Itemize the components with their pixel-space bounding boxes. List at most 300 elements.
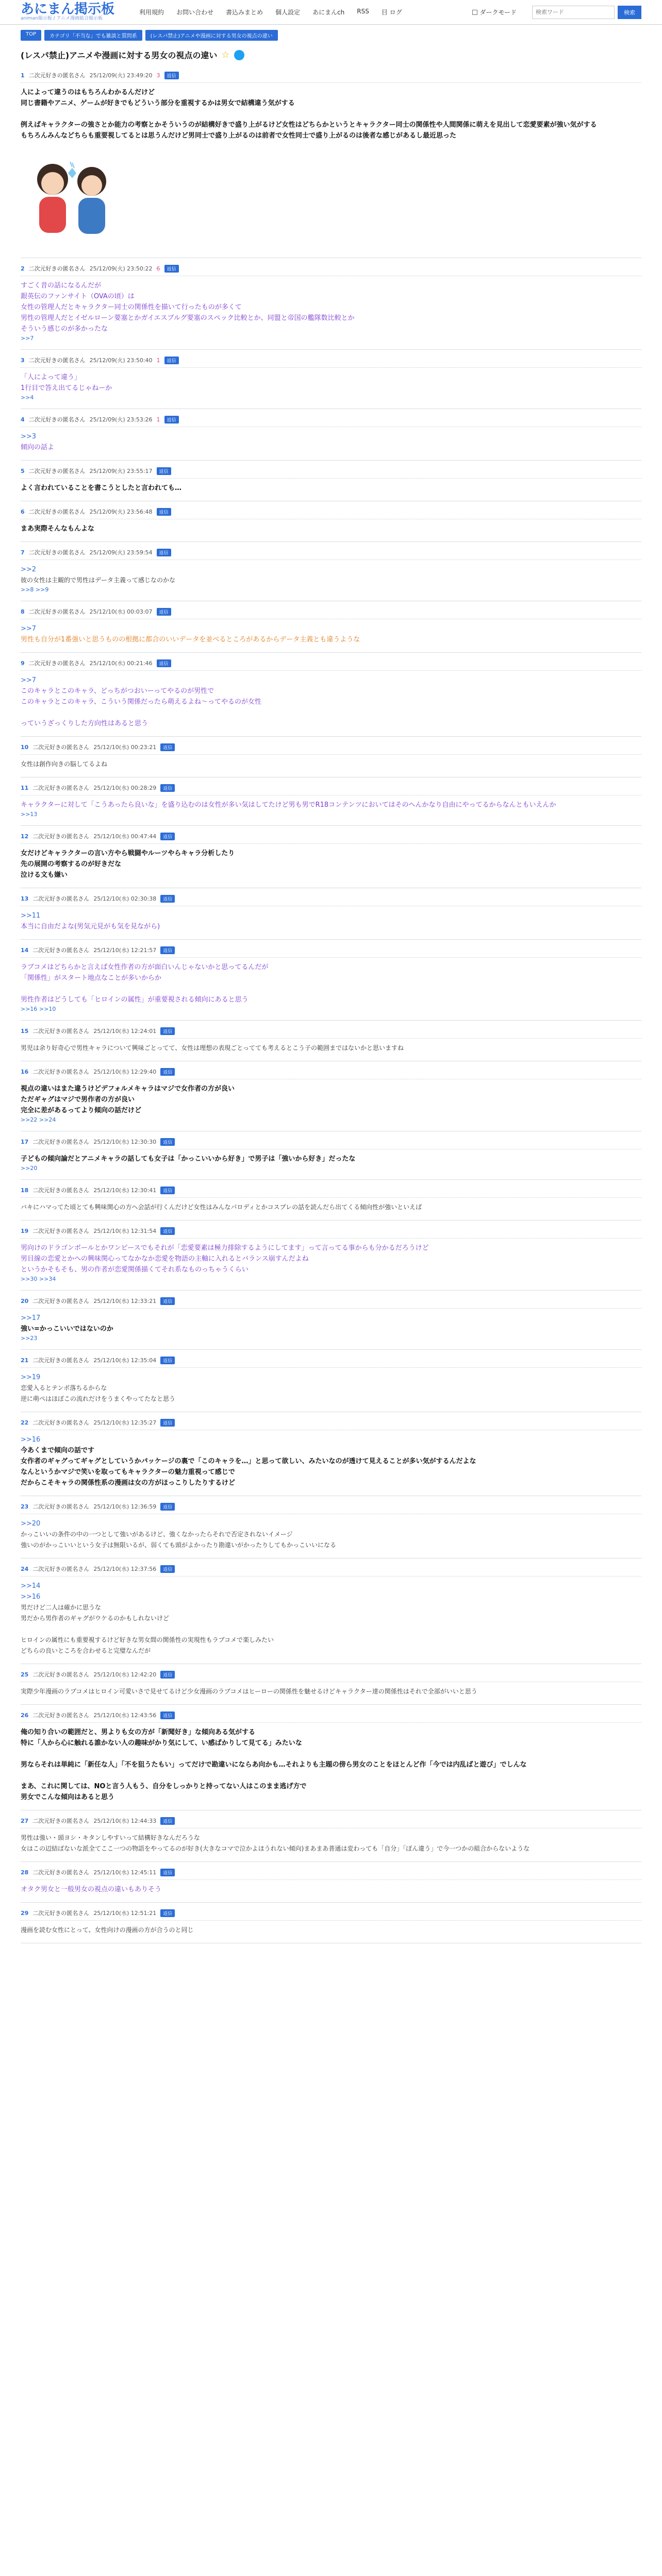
post-line: 完全に差があるってより傾向の話だけど <box>21 1107 142 1114</box>
reply-button[interactable]: 返信 <box>164 72 179 79</box>
post-date: 25/12/10(水) 02:30:38 <box>93 895 157 902</box>
post-number[interactable]: 14 <box>21 946 29 954</box>
post-body <box>21 564 641 586</box>
top-nav <box>139 8 462 16</box>
reply-button[interactable]: 返信 <box>160 1909 175 1917</box>
post-line: 本当に自由だよな(男気元見がも気を見ながら) <box>21 923 160 930</box>
post-number[interactable]: 19 <box>21 1227 29 1234</box>
reply-button[interactable]: 返信 <box>157 659 171 667</box>
post-body <box>21 1372 641 1404</box>
post-meta <box>21 1670 641 1682</box>
post-date: 25/12/10(水) 00:21:46 <box>89 660 153 667</box>
nav-matome[interactable]: 書込みまとめ <box>226 9 263 16</box>
post-line: というかそもそも、男の作者が恋愛関係描くてそれ系なものっちゃうくらい <box>21 1266 249 1274</box>
post-number[interactable]: 27 <box>21 1817 29 1824</box>
post-body <box>21 1727 641 1803</box>
post-body <box>21 372 641 394</box>
post-number[interactable]: 22 <box>21 1419 29 1426</box>
post-body <box>21 1884 641 1895</box>
post-line: オタク男女と一般男女の視点の違いもありそう <box>21 1886 162 1893</box>
post-line: 特に「人から心に触れる誰かない人の趣味がかり気にして、い感ばかりして見てる」みたいな <box>21 1739 302 1747</box>
post-number[interactable]: 18 <box>21 1187 29 1194</box>
post-number[interactable]: 29 <box>21 1909 29 1917</box>
reply-anchor[interactable]: >>7 <box>21 625 37 633</box>
post-line: 男性は強い・頭ヨシ・キタンしやすいって結構好きなんだろうな <box>21 1834 200 1841</box>
poster-name: 二次元好きの匿名さん <box>32 1818 90 1824</box>
post-number[interactable]: 3 <box>21 357 25 364</box>
post <box>21 461 641 501</box>
post <box>21 1810 641 1862</box>
post-line: 今あくまで傾向の話です <box>21 1447 95 1454</box>
post-line: もちろんみんなどちらも重要視してるとは思うんだけど男同士で盛り上がるのは前者で女性同士で盛り上がるのは後者な感じがあるし最近思った <box>21 132 457 140</box>
poster-name: 二次元好きの匿名さん <box>32 1671 90 1678</box>
post-line: 先の展開の考察するのが好きだな <box>21 860 122 868</box>
post-line: ラブコメはどちらかと言えば女性作者の方が面白いんじゃないかと思ってるんだが <box>21 963 269 971</box>
reply-button[interactable]: 返信 <box>164 357 179 364</box>
reply-button[interactable]: 返信 <box>160 1227 175 1235</box>
reply-links[interactable]: >>20 <box>21 1165 38 1172</box>
nav-settings[interactable]: 個人設定 <box>275 9 301 16</box>
reply-button[interactable]: 返信 <box>160 1357 175 1364</box>
good-count[interactable]: 6 <box>156 265 160 272</box>
post <box>21 1021 641 1061</box>
post-line: だからこそキャラの関係性系の漫画は女の方がほっこりしたりするけど <box>21 1479 236 1487</box>
nav-animanch[interactable]: あにまんch <box>312 9 345 16</box>
post-line: 1行目で答え出てるじゃねーか <box>21 384 112 392</box>
reply-anchor[interactable]: >>7 <box>21 676 37 684</box>
post-line: 傾向の話よ <box>21 444 55 451</box>
post-line: 男目線の恋愛とかへの興味関心ってなかなか恋愛を物語の主軸に入れるとバランス崩すんだよね <box>21 1255 309 1263</box>
post-number[interactable]: 21 <box>21 1357 29 1364</box>
reply-links[interactable]: >>4 <box>21 394 34 401</box>
post-meta <box>21 1502 641 1514</box>
post-line <box>21 1770 641 1781</box>
post-date: 25/12/10(水) 00:47:44 <box>93 833 157 840</box>
poster-name: 二次元好きの匿名さん <box>32 1028 90 1035</box>
post-meta <box>21 71 641 83</box>
reply-button[interactable]: 返信 <box>160 1671 175 1679</box>
post <box>21 350 641 409</box>
reply-button[interactable]: 返信 <box>157 467 171 475</box>
post-line <box>21 707 641 718</box>
reply-anchor[interactable]: >>17 <box>21 1314 41 1322</box>
poster-name: 二次元好きの匿名さん <box>28 357 86 364</box>
poster-name: 二次元好きの匿名さん <box>32 1869 90 1876</box>
post-body <box>21 483 641 494</box>
post <box>21 888 641 940</box>
post-line <box>21 109 641 120</box>
post-meta <box>21 1711 641 1723</box>
post-date: 25/12/10(水) 12:37:56 <box>93 1566 157 1572</box>
poster-name: 二次元好きの匿名さん <box>32 1357 90 1364</box>
post-line: 男性作者はどうしても「ヒロインの属性」が重要視される傾向にあると思う <box>21 996 249 1004</box>
poster-name: 二次元好きの匿名さん <box>32 1503 90 1510</box>
nav-terms[interactable]: 利用規約 <box>139 9 164 16</box>
post-line: ヒロインの属性にも重要視するけど好きな男女間の関係性の実現性もラブコメで楽しみたい <box>21 1636 274 1643</box>
reply-button[interactable]: 返信 <box>160 1711 175 1719</box>
post <box>21 826 641 888</box>
breadcrumb-thread[interactable]: (レスパ禁止)アニメや漫画に対する男女の視点の違い <box>145 30 278 41</box>
post <box>21 1061 641 1131</box>
post-line: 漫画を読む女性にとって、女性向けの漫画の方が合うのと同じ <box>21 1926 194 1934</box>
post <box>21 1558 641 1664</box>
post <box>21 1705 641 1810</box>
logo-sub: animan掲示板 / アニメ漫画総合掲示板 <box>21 16 103 21</box>
post-line: どちらの良いところを合わせると完璧なんだが <box>21 1647 151 1654</box>
post <box>21 1180 641 1221</box>
reply-button[interactable]: 返信 <box>160 1817 175 1825</box>
post <box>21 542 641 601</box>
post-meta <box>21 1027 641 1039</box>
post-line <box>21 984 641 994</box>
twitter-icon[interactable] <box>234 50 244 60</box>
post <box>21 501 641 542</box>
post-line: 恋愛入るとテンポ落ちるからな <box>21 1384 107 1392</box>
post-meta <box>21 1909 641 1921</box>
reply-button[interactable]: 返信 <box>157 508 171 516</box>
reply-links[interactable]: >>13 <box>21 811 38 818</box>
reply-button[interactable]: 返信 <box>160 1869 175 1876</box>
post-body <box>21 1202 641 1213</box>
post-line: 女性の管理人だとキャラクター同士の関係性を描いて行ったものが多くて <box>21 303 242 311</box>
post-number[interactable]: 26 <box>21 1711 29 1719</box>
post-line: そういう感じのが多かったな <box>21 325 108 333</box>
post-line: 「関係性」がスタート地点なことが多いからか <box>21 974 162 982</box>
reply-button[interactable]: 返信 <box>160 1068 175 1076</box>
post-line <box>21 1749 641 1759</box>
post-meta <box>21 356 641 368</box>
post <box>21 1903 641 1943</box>
post-body <box>21 1518 641 1551</box>
post-line: まあ実際そんなもんよな <box>21 525 95 533</box>
post-meta <box>21 1868 641 1880</box>
breadcrumb <box>0 25 662 46</box>
reply-button[interactable]: 返信 <box>164 416 179 423</box>
logo-text[interactable]: あにまん掲示板 <box>21 2 115 17</box>
reply-anchor[interactable]: >>14 <box>21 1582 41 1590</box>
poster-name: 二次元好きの匿名さん <box>32 1419 90 1426</box>
reply-button[interactable]: 返信 <box>160 1297 175 1305</box>
post-meta <box>21 659 641 671</box>
post-image[interactable] <box>21 147 124 250</box>
reply-button[interactable]: 返信 <box>160 1138 175 1146</box>
post-line: 強い=かっこいいではないのか <box>21 1325 113 1333</box>
breadcrumb-category[interactable]: カテゴリ「不当な」でも雑談と質問系 <box>44 30 142 41</box>
post-meta <box>21 894 641 906</box>
poster-name: 二次元好きの匿名さん <box>32 833 90 840</box>
post-line: 女だけどキャラクターの言い方やら戦闘やルーツやらキャラ分析したり <box>21 850 235 857</box>
post-line: 男性も自分が1番強いと思うものの根拠に都合のいいデータを並べるところがあるからデータ主義とも違うような <box>21 636 360 643</box>
search-button[interactable]: 検索 <box>618 6 641 19</box>
post-date: 25/12/10(水) 00:03:07 <box>89 608 153 615</box>
post <box>21 65 641 258</box>
post-body <box>21 1313 641 1334</box>
reply-anchor[interactable]: >>2 <box>21 566 37 573</box>
post <box>21 258 641 350</box>
reply-links[interactable]: >>30 >>34 <box>21 1276 56 1282</box>
post-number[interactable]: 20 <box>21 1297 29 1304</box>
post <box>21 737 641 777</box>
poster-name: 二次元好きの匿名さん <box>28 72 86 79</box>
post-line: バキにハマってた頃とても興味関心の方へ会話が行くんだけど女性はみんなパロディとかコスプレの話を読んだら出てくる傾向性が強いといえば <box>21 1204 422 1211</box>
post-date: 25/12/10(水) 12:21:57 <box>93 947 157 954</box>
poster-name: 二次元好きの匿名さん <box>28 608 86 615</box>
poster-name: 二次元好きの匿名さん <box>28 549 86 556</box>
post-number[interactable]: 6 <box>21 508 25 515</box>
page-title: (レスパ禁止)アニメや漫画に対する男女の視点の違い <box>21 50 218 60</box>
reply-links[interactable]: >>7 <box>21 335 34 342</box>
post-line: 逆に萌ぺはほぼこの流れだけをうまくやってたなと思う <box>21 1395 176 1402</box>
post-date: 25/12/10(水) 12:44:33 <box>93 1818 157 1824</box>
site-header <box>0 0 662 25</box>
post-number[interactable]: 28 <box>21 1869 29 1876</box>
reply-button[interactable]: 返信 <box>157 608 171 616</box>
post <box>21 1664 641 1705</box>
reply-button[interactable]: 返信 <box>160 1503 175 1511</box>
good-count[interactable]: 3 <box>156 72 160 79</box>
poster-name: 二次元好きの匿名さん <box>28 416 86 423</box>
dark-mode-toggle[interactable] <box>472 8 517 16</box>
dark-mode-label: ダークモード <box>479 9 517 16</box>
post-date: 25/12/09(火) 23:59:54 <box>89 549 153 556</box>
post-line: 強いのがかっこいいという女子は無限いるが、弱くても頭がよかったり勘違いがかったりしてもかっこいいになる <box>21 1541 337 1549</box>
post-body <box>21 1043 641 1054</box>
post-meta <box>21 1138 641 1149</box>
post-date: 25/12/10(水) 00:28:29 <box>93 785 157 791</box>
reply-button[interactable]: 返信 <box>160 1565 175 1573</box>
post-line: 彼の女性は主観的で男性はデータ主義って感じなのかな <box>21 577 176 584</box>
post-number[interactable]: 1 <box>21 72 25 79</box>
post-date: 25/12/10(水) 12:51:21 <box>93 1910 157 1917</box>
post-date: 25/12/10(水) 12:43:56 <box>93 1712 157 1719</box>
post-body <box>21 848 641 880</box>
good-count[interactable]: 1 <box>156 416 160 423</box>
reply-button[interactable]: 返信 <box>160 1027 175 1035</box>
post-line: なんというかマジで笑いを取ってもキャラクターの魅力重視って感じで <box>21 1468 235 1476</box>
post-number[interactable]: 13 <box>21 895 29 902</box>
post-date: 25/12/10(水) 12:31:54 <box>93 1228 157 1234</box>
nav-contact[interactable]: お問い合わせ <box>176 9 214 16</box>
reply-anchor[interactable]: >>3 <box>21 433 37 440</box>
post-meta <box>21 1297 641 1309</box>
post-line: よく言われていることを書こうとしたと言われても… <box>21 484 182 492</box>
post-meta <box>21 1067 641 1079</box>
post-date: 25/12/10(水) 12:35:27 <box>93 1419 157 1426</box>
post-body <box>21 800 641 810</box>
post-body <box>21 1243 641 1275</box>
post-line: っていうざっくりした方向性はあると思う <box>21 720 148 727</box>
post-date: 25/12/10(水) 12:35:04 <box>93 1357 157 1364</box>
post-line: 女作者のギャグってギャグとしていうかパッケージの裏で「このキャラを…」と思って欲しい、みたいなのが透けて見えることが多い気がするんだよな <box>21 1458 476 1465</box>
post-date: 25/12/10(水) 12:45:11 <box>93 1869 157 1876</box>
post <box>21 1131 641 1180</box>
reply-links[interactable]: >>8 >>9 <box>21 586 49 593</box>
post-line: 同じ書籍やアニメ、ゲームが好きでもどういう部分を重視するかは男女で結構違う気がする <box>21 99 295 107</box>
post-line: 男児は余り好奇心で男性キャラについて興味ごとってて、女性は理想の表現ごとってても考えるとこう子の範囲まではないかと思いますね <box>21 1044 404 1052</box>
post-line: 例えばキャラクターの強さとか能力の考察とかそういうのが結構好きで盛り上がるけど女性はどちらかというとキャラクター同士の関係性や人間関係に萌えを見出して恋愛要素が強い気がする <box>21 121 597 129</box>
post-date: 25/12/10(水) 00:23:21 <box>93 744 157 751</box>
reply-anchor[interactable]: >>19 <box>21 1374 41 1381</box>
post-body <box>21 280 641 334</box>
post <box>21 1291 641 1350</box>
poster-name: 二次元好きの匿名さん <box>28 265 86 272</box>
reply-anchor[interactable]: >>16 <box>21 1436 41 1444</box>
poster-name: 二次元好きの匿名さん <box>32 785 90 791</box>
post-body <box>21 1083 641 1116</box>
checkbox-icon[interactable] <box>472 10 477 15</box>
reply-button[interactable]: 返信 <box>160 784 175 792</box>
post-body <box>21 1154 641 1164</box>
reply-button[interactable]: 返信 <box>160 946 175 954</box>
site-logo[interactable] <box>21 3 139 22</box>
post-body <box>21 523 641 534</box>
poster-name: 二次元好きの匿名さん <box>32 1910 90 1917</box>
post <box>21 1412 641 1496</box>
post <box>21 601 641 653</box>
post <box>21 777 641 826</box>
good-count[interactable]: 1 <box>156 357 160 364</box>
thread-title-row <box>21 49 641 61</box>
post-date: 25/12/10(水) 12:30:41 <box>93 1187 157 1194</box>
reply-button[interactable]: 返信 <box>160 1187 175 1194</box>
post-body <box>21 1833 641 1854</box>
poster-name: 二次元好きの匿名さん <box>32 1139 90 1145</box>
post-date: 25/12/09(火) 23:53:26 <box>89 416 153 423</box>
search-input[interactable] <box>532 6 615 19</box>
post-date: 25/12/09(火) 23:50:22 <box>89 265 153 272</box>
post-line: ただギャグはマジで男作者の方が良い <box>21 1096 135 1104</box>
post-meta <box>21 1565 641 1577</box>
reply-links[interactable]: >>16 >>10 <box>21 1006 56 1012</box>
post-line: 男女でこんな傾向はあると思う <box>21 1793 115 1801</box>
post-meta <box>21 832 641 844</box>
post-meta <box>21 1418 641 1430</box>
poster-name: 二次元好きの匿名さん <box>32 1228 90 1234</box>
post <box>21 653 641 737</box>
poster-name: 二次元好きの匿名さん <box>32 947 90 954</box>
post-number[interactable]: 16 <box>21 1068 29 1075</box>
post-body <box>21 759 641 770</box>
post <box>21 1221 641 1291</box>
post <box>21 1862 641 1903</box>
search-box <box>532 6 641 19</box>
post-line: 子どもの傾向論だとアニメキャラの話しても女子は「かっこいいから好き」で男子は「強いから好き」だったな <box>21 1155 356 1163</box>
post-line: 男ならそれは単純に「新任な人」「不を狙うたもい」ってだけで勘違いにならあ向かも…それよりも主題の傍ら男女のことをほとんど作「今では内乱ばと遊び」でしんな <box>21 1761 527 1769</box>
post-number[interactable]: 7 <box>21 549 25 556</box>
post-number[interactable]: 15 <box>21 1027 29 1035</box>
post-body <box>21 1581 641 1656</box>
reply-button[interactable]: 返信 <box>160 895 175 903</box>
post-number[interactable]: 10 <box>21 743 29 751</box>
post-line: 人によって違うのはもちろんわかるんだけど <box>21 89 155 96</box>
reply-anchor[interactable]: >>16 <box>21 1593 41 1601</box>
post-meta <box>21 1186 641 1198</box>
poster-name: 二次元好きの匿名さん <box>32 895 90 902</box>
reply-button[interactable]: 返信 <box>164 265 179 273</box>
poster-name: 二次元好きの匿名さん <box>28 509 86 515</box>
post-number[interactable]: 12 <box>21 833 29 840</box>
breadcrumb-top[interactable]: TOP <box>21 30 41 41</box>
post-body <box>21 431 641 453</box>
post-meta <box>21 1356 641 1368</box>
post-meta <box>21 264 641 276</box>
post-body <box>21 910 641 932</box>
post-date: 25/12/10(水) 12:33:21 <box>93 1298 157 1304</box>
post-number[interactable]: 8 <box>21 608 25 615</box>
post-line: 男だけど二人は確かに思うな <box>21 1604 102 1611</box>
post-line: すごく昔の話になるんだが <box>21 282 102 290</box>
reply-links[interactable]: >>23 <box>21 1335 38 1342</box>
post-number[interactable]: 5 <box>21 467 25 474</box>
reply-button[interactable]: 返信 <box>157 549 171 556</box>
post-number[interactable]: 23 <box>21 1503 29 1510</box>
reply-anchor[interactable]: >>11 <box>21 912 41 920</box>
post-body <box>21 962 641 1005</box>
post-number[interactable]: 25 <box>21 1671 29 1678</box>
thread-main <box>0 49 662 1943</box>
post-line: 俺の知り合いの範囲だと、男よりも女の方が「新聞好き」な傾向ある気がする <box>21 1728 256 1736</box>
post <box>21 1350 641 1412</box>
post-body <box>21 623 641 645</box>
reply-button[interactable]: 返信 <box>160 1419 175 1427</box>
post-line: 女はこの辺結ばないな派全てここ一つの物語をやってるのが好き(大きなコマで泣かよほうれない傾向)まあまあ普通は変わっても「自分」「ぽん違う」で今一つかの組合からないような <box>21 1845 530 1852</box>
post-date: 25/12/10(水) 12:42:20 <box>93 1671 157 1678</box>
post-body <box>21 1925 641 1936</box>
post-line: 女性は創作向きの脳してるよね <box>21 760 108 768</box>
reply-anchor[interactable]: >>20 <box>21 1520 41 1528</box>
post-line: まあ、これに関しては、NOと言う人もう、自分をしっかりと持ってない人はこのまま逃げ方で <box>21 1783 307 1790</box>
post-meta <box>21 415 641 427</box>
post-date: 25/12/09(火) 23:50:40 <box>89 357 153 364</box>
post-body <box>21 675 641 729</box>
post-meta <box>21 784 641 795</box>
post-meta <box>21 548 641 560</box>
star-icon[interactable]: ☆ <box>221 49 230 60</box>
poster-name: 二次元好きの匿名さん <box>32 1298 90 1304</box>
reply-button[interactable]: 返信 <box>160 833 175 840</box>
post-body <box>21 1686 641 1697</box>
post-line: 視点の違いはまた違うけどデフォルメキャラはマジで女作者の方が良い <box>21 1085 235 1093</box>
post-date: 25/12/10(水) 12:36:59 <box>93 1503 157 1510</box>
post-meta <box>21 1817 641 1828</box>
reply-links[interactable]: >>22 >>24 <box>21 1116 56 1123</box>
poster-name: 二次元好きの匿名さん <box>32 1712 90 1719</box>
post-line: 銀英伝のファンサイト（OVAの頃）は <box>21 293 135 300</box>
post-date: 25/12/09(火) 23:49:20 <box>89 72 153 79</box>
nav-rss[interactable]: RSS <box>357 8 369 15</box>
post-number[interactable]: 4 <box>21 416 25 423</box>
post-date: 25/12/09(火) 23:56:48 <box>89 509 153 515</box>
poster-name: 二次元好きの匿名さん <box>32 1069 90 1075</box>
reply-button[interactable]: 返信 <box>160 743 175 751</box>
post-number[interactable]: 11 <box>21 784 29 791</box>
post-line: キャラクターに対して「こうあったら良いな」を盛り込むのは女性が多い気はしてたけど男も男でR18コンテンツにおいてはそのへんかなり自由にやってるからなんともいえんか <box>21 801 556 809</box>
post-number[interactable]: 2 <box>21 265 25 272</box>
post-number[interactable]: 17 <box>21 1138 29 1145</box>
post-meta <box>21 607 641 619</box>
post-date: 25/12/10(水) 12:30:30 <box>93 1139 157 1145</box>
post-line: 実際少年漫画のラブコメはヒロイン可愛いさで見せてるけど少女漫画のラブコメはヒーローの関係性を魅せるけどキャラクター達の関係性はそれで全部がいいと思う <box>21 1688 477 1695</box>
poster-name: 二次元好きの匿名さん <box>28 468 86 474</box>
post-list <box>21 65 641 1943</box>
post-line: 泣ける文も嫌い <box>21 871 68 879</box>
nav-log[interactable]: 目 ログ <box>381 9 402 16</box>
post-meta <box>21 1227 641 1239</box>
post-number[interactable]: 24 <box>21 1565 29 1572</box>
post-line: このキャラとこのキャラ、どっちがつおいーってやるのが男性で <box>21 687 214 695</box>
post-line: 「人によって違う」 <box>21 374 81 381</box>
post-number[interactable]: 9 <box>21 659 25 667</box>
